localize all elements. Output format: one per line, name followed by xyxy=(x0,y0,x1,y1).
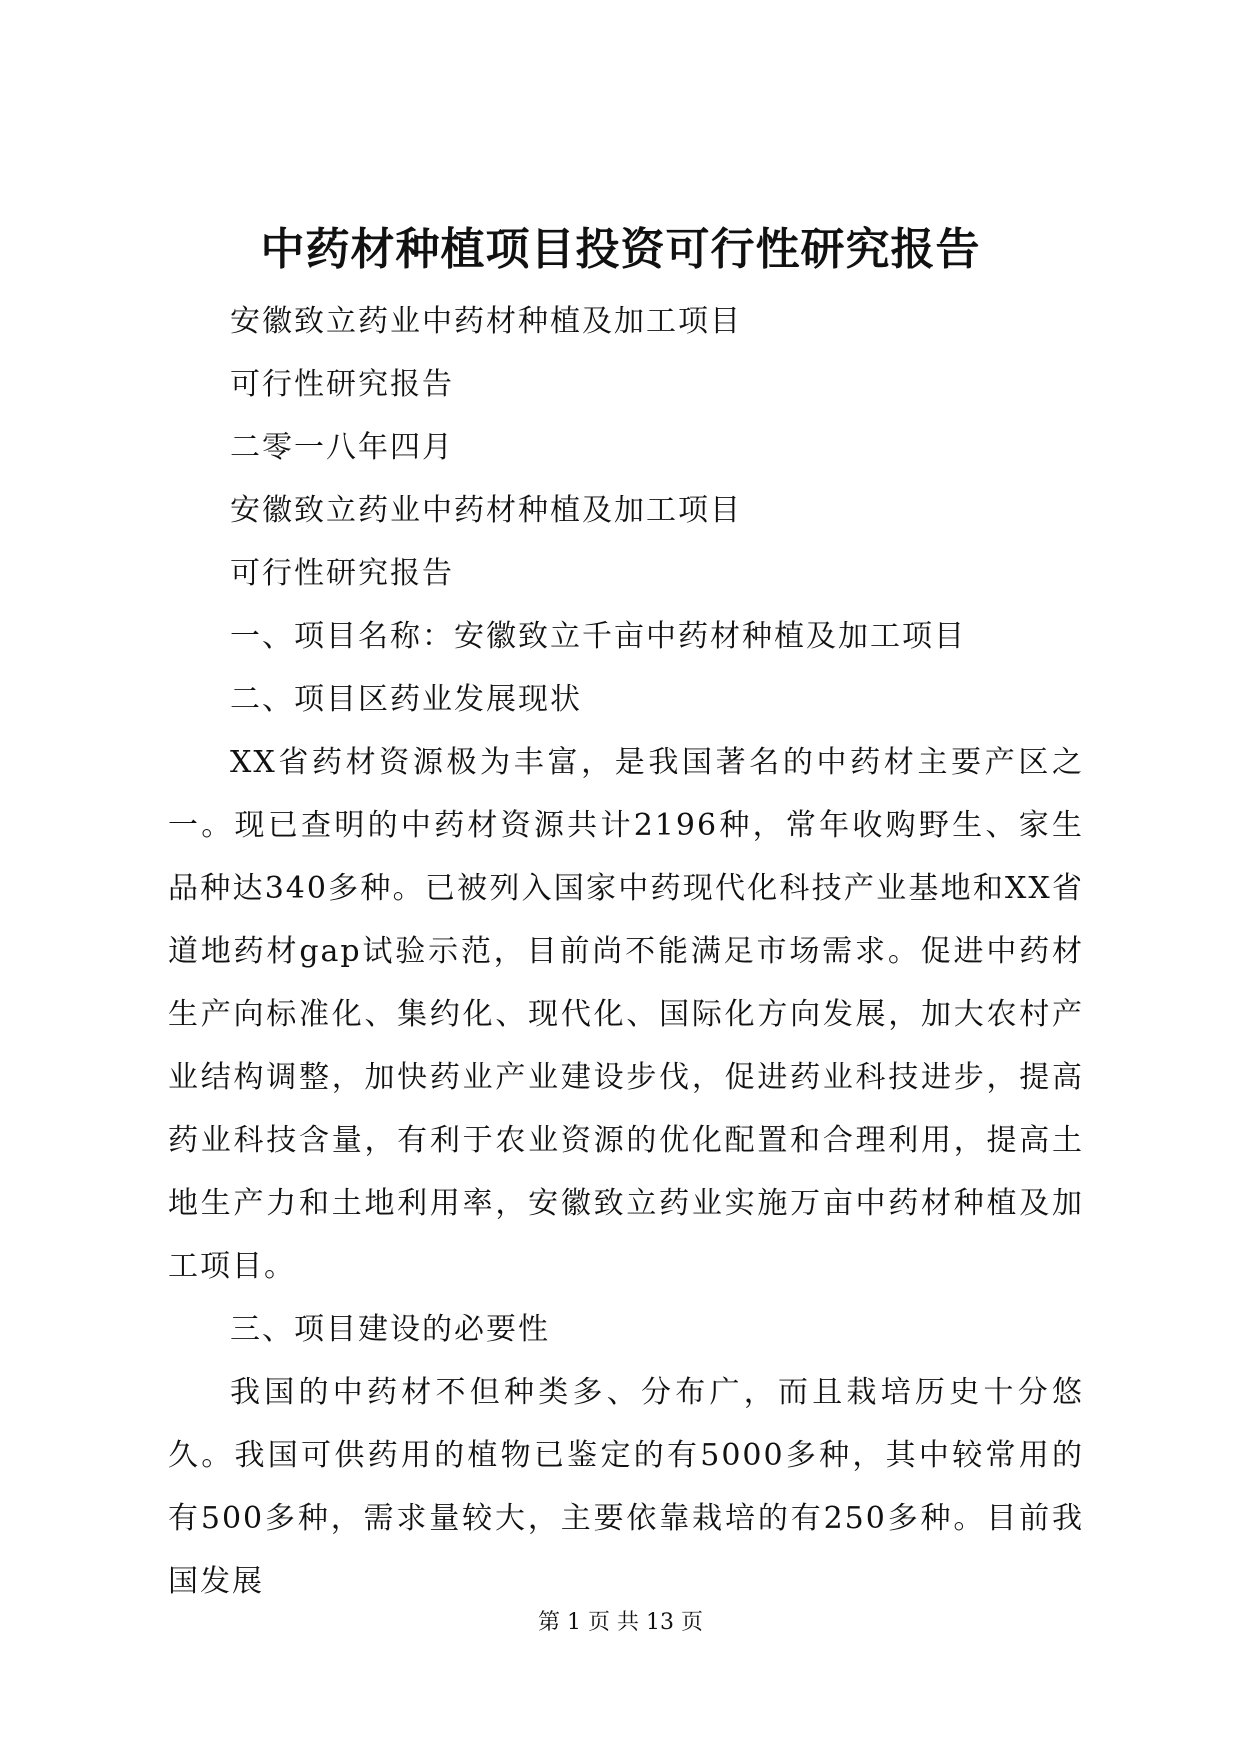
section-heading: 三、项目建设的必要性 xyxy=(230,1312,550,1347)
text-line: 二零一八年四月 xyxy=(230,430,454,465)
document-title: 中药材种植项目投资可行性研究报告 xyxy=(260,224,981,275)
section-heading: 一、项目名称：安徽致立千亩中药材种植及加工项目 xyxy=(230,619,966,654)
text-line: 可行性研究报告 xyxy=(230,367,454,402)
text-line: 安徽致立药业中药材种植及加工项目 xyxy=(230,493,742,528)
text-line: 可行性研究报告 xyxy=(230,556,454,591)
body-paragraph: XX省药材资源极为丰富，是我国著名的中药材主要产区之一。现已查明的中药材资源共计2196种，常年收购野生、家生品种达340多种。已被列入国家中药现代化科技产业基地和XX省道地药材gap试验示范，目前尚不能满足市场需求。促进中药材生产向标准化、集约化、现代化、国际化方向发展，加大农村产业结构调整，加快药业产业建设步伐，促进药业科技进步，提高药业科技含量，有利于农业资源的优化配置和合理利用，提高土地生产力和土地利用率，安徽致立药业实施万亩中药材种植及加工项目。 xyxy=(168,745,1084,1284)
page-number-footer: 第 1 页 共 13 页 xyxy=(538,1610,703,1635)
document-body xyxy=(168,290,1084,1613)
section-heading: 二、项目区药业发展现状 xyxy=(230,682,582,717)
body-paragraph: 我国的中药材不但种类多、分布广，而且栽培历史十分悠久。我国可供药用的植物已鉴定的有5000多种，其中较常用的有500多种，需求量较大，主要依靠栽培的有250多种。目前我国发展 xyxy=(168,1375,1084,1599)
text-line: 安徽致立药业中药材种植及加工项目 xyxy=(230,304,742,339)
